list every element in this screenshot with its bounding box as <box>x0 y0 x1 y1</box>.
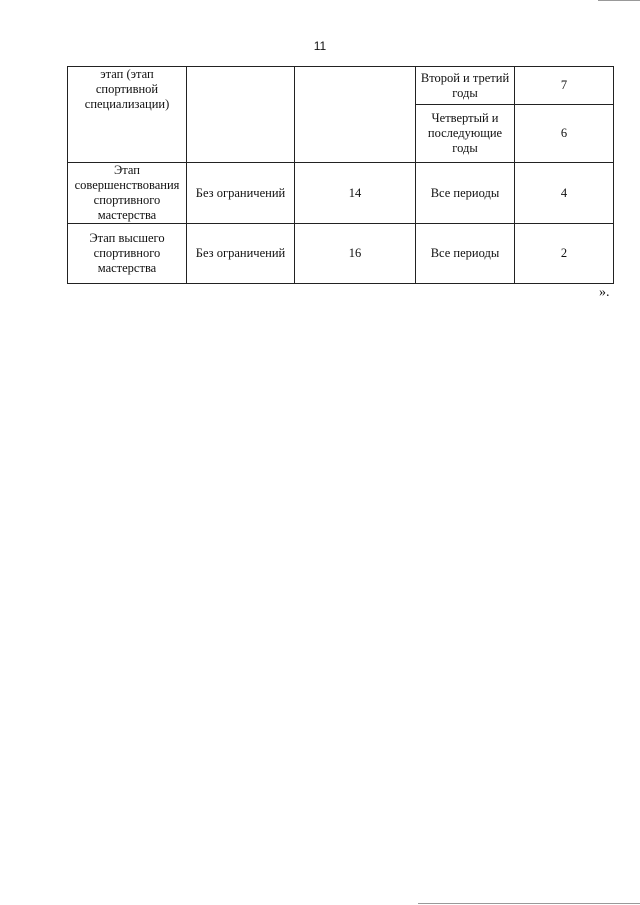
table-cell-count: 14 <box>295 163 416 224</box>
table-cell-period: Второй и третий годы <box>416 67 515 105</box>
table-cell-value: 7 <box>515 67 614 105</box>
table-cell-age-limit <box>187 67 295 163</box>
table-cell-value: 2 <box>515 224 614 284</box>
table-cell-count <box>295 67 416 163</box>
table-row <box>68 163 614 224</box>
table-row <box>68 224 614 284</box>
table-cell-stage: Этап совершенствования спортивного мастерства <box>68 163 187 224</box>
page-number: 11 <box>313 39 327 53</box>
scan-edge-mark <box>598 0 640 1</box>
table-cell-value: 6 <box>515 105 614 163</box>
scan-edge-mark <box>418 903 640 904</box>
table-cell-age-limit: Без ограничений <box>187 163 295 224</box>
table-cell-period: Все периоды <box>416 163 515 224</box>
table-row <box>68 67 614 105</box>
table-cell-count: 16 <box>295 224 416 284</box>
closing-quote: ». <box>599 285 610 300</box>
table-cell-period: Все периоды <box>416 224 515 284</box>
sports-stages-table <box>67 66 614 284</box>
table-cell-stage: Этап высшего спортивного мастерства <box>68 224 187 284</box>
table-cell-age-limit: Без ограничений <box>187 224 295 284</box>
table-cell-stage: этап (этап спортивной специализации) <box>68 67 187 163</box>
table-cell-value: 4 <box>515 163 614 224</box>
table-cell-period: Четвертый и последующие годы <box>416 105 515 163</box>
